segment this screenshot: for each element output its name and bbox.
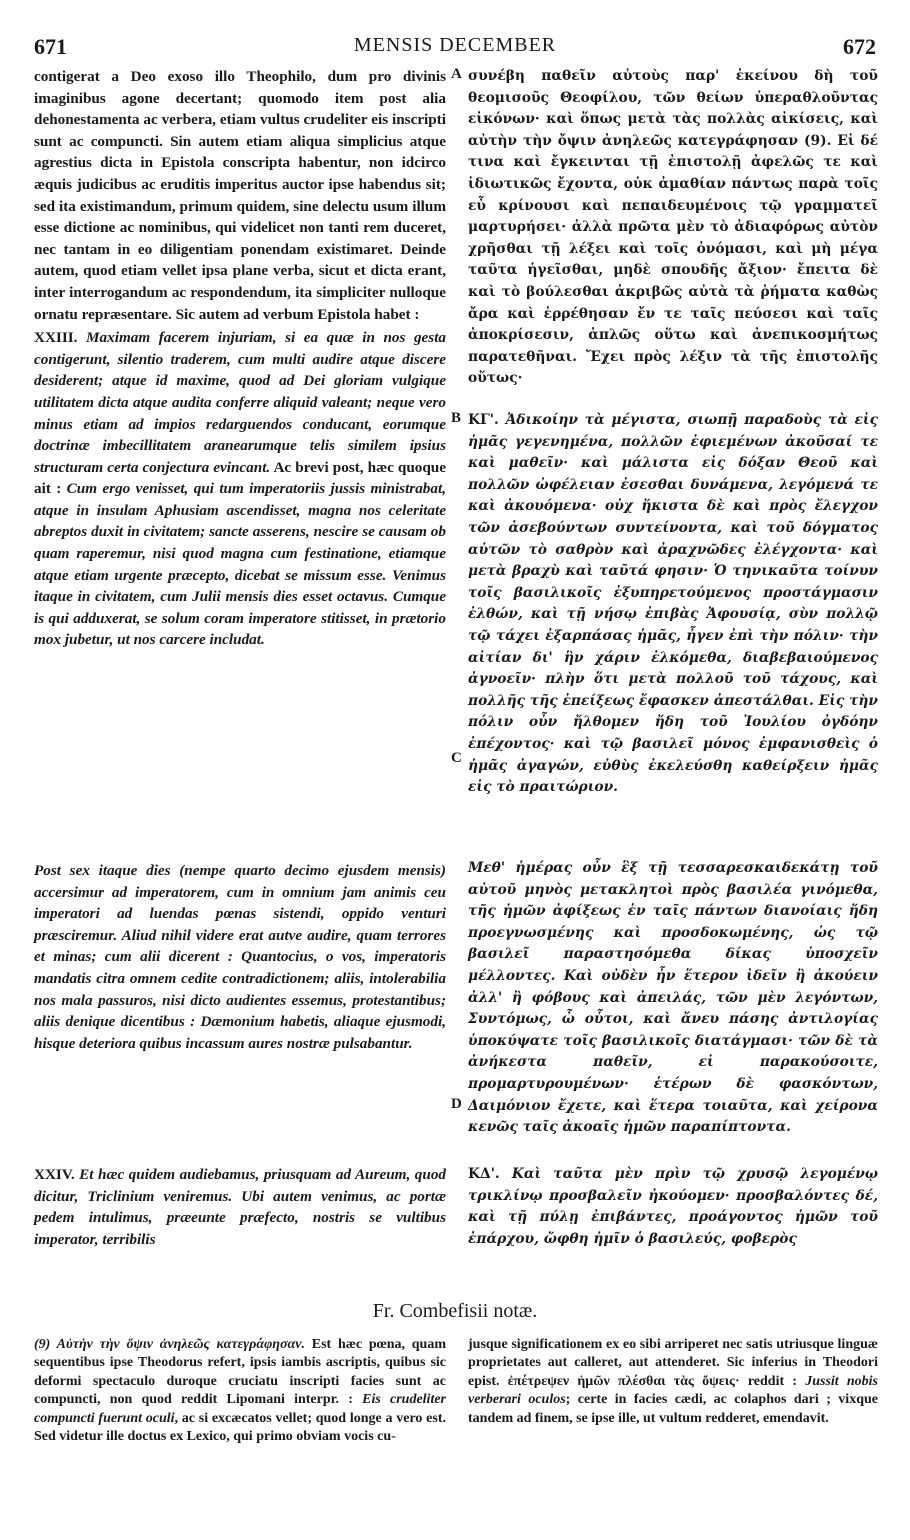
greek-paragraph-3: Μεθ' ἡμέρας οὖν ἓξ τῇ τεσσαρεσκαιδεκάτῃ τοῦ αὐτοῦ μηνὸς μετακλητοὶ πρὸς βασιλέα γινόμεθα, τῆς ἡμῶν ἀφίξεως ἐν ταῖς πάντων διανοίαις ἤδη προεγνωσμένης καὶ προσδοκωμένης, ὡς τῷ βασιλεῖ παραστησόμεθα δίκας ὑποσχεῖν μέλλοντες. Καὶ οὐδὲν ἦν ἕτερον ἰδεῖν ἢ ἀκούειν ἀλλ' ἢ φόβους καὶ ἀπειλάς, τῶν μὲν λεγόντων, Συντόμως, ὦ οὗτοι, καὶ ἄνευ πάσης ἀντιλογίας ὑποκύψατε τοῖς βασιλικοῖς διατάγμασι· τῶν δὲ τὰ ἀνήκεστα παθεῖν, εἰ παρακούσοιτε, προμαρτυρουμένων· ἑτέρων δὲ φασκόντων, Δαιμόνιον ἔχετε, καὶ ἕτερα τοιαῦτα, καὶ χείρονα κενῶς ταῖς ἀκοαῖς ἡμῶν παραπίπτοντα.: [468, 860, 878, 1136]
page-header: [34, 34, 876, 64]
margin-mark-d: D: [451, 1096, 462, 1112]
greek-paragraph-2-text: Ἀδικοίην τὰ μέγιστα, σιωπῇ παραδοὺς τὰ εἰς ἡμᾶς γεγενημένα, πολλῶν ἐφιεμένων ἀκοῦσαί τε καὶ μαθεῖν· καὶ μάλιστα εἰς δόξαν Θεοῦ καὶ πολλῶν ὠφέλειαν ἐσεσθαι δυνάμενα, λεγόμενά τε καὶ ἀκουόμενα· οὐχ ἥκιστα δὲ καὶ πρὸς ἔλεγχον τῶν ἀσεβούντων συντείνοντα, καὶ τοῦ δόγματος αὐτῶν τὸ σαθρὸν καὶ ἀραχνῶδες ἐλέγχοντα· καὶ μετὰ βραχὺ καὶ ταῦτά φησιν· Ὁ τηνικαῦτα τοίνυν τοῖς βασιλικοῖς ἐξυπηρετούμενος προστάγμασιν ἐλθών, καὶ τῇ νήσῳ ἐπιβὰς Ἀφουσίᾳ, σὺν πολλῷ τῷ τάχει ἐξαρπάσας ἡμᾶς, ἦγεν ἐπὶ τὴν πόλιν· τὴν αἰτίαν δι' ἣν χάριν ἐλκόμεθα, διαβεβαιούμενος ἀγνοεῖν· πλὴν ὅτι μετὰ πολλοῦ τοῦ τάχους, καὶ πολλῆς τῆς ἐπείξεως ἔφασκεν ἀπεστάλθαι. Εἰς τὴν πόλιν οὖν ἤλθομεν ἤδη τοῦ Ἰουλίου ὀγδόην ἐπέχοντος· καὶ τῷ βασιλεῖ μόνος ἐμφανισθεὶς ὁ ἡμᾶς ἀγαγών, εὐθὺς ἐκελεύσθη καθείρξειν ἡμᾶς εἰς τὸ πραιτώριον.: [468, 412, 878, 796]
latin-paragraph-3: Post sex itaque dies (nempe quarto decimo ejusdem mensis) accersimur ad imperatorem, cum in omnium jam animis ceu imperatori ad luendas pœnas sistendi, oppido venturi præsciremur. Aliud nihil videre erat autve audire, quam terrores et minas; cum alii dicerent : Quantocius, o vos, imperatoris mandatis citra omnem cedite contradictionem; aliis, intolerabilia nos mala passuros, nisi dicto audientes essemus, protestantibus; aliis denique dicentibus : Dæmonium habetis, aliaque ejusmodi, hisque deteriora quibus incassum aures nostræ pulsabantur.: [34, 862, 446, 1052]
note-9-tail: , ac si excæcatos vellet; quod longe a vero est. Sed videtur ille doctus ex Lexico, qui primo obviam vocis cu-: [34, 1410, 446, 1445]
note-column-right: [468, 1336, 878, 1428]
section-number-xxiv: XXIV.: [34, 1166, 75, 1183]
page-number-right: 672: [843, 34, 876, 59]
latin-paragraph-2-roman: Ac brevi post, hæc quoque ait :: [34, 458, 446, 498]
note-9-body: Est hæc pœna, quam sequentibus ipse Theodorus refert, ipsis iambis ascriptis, quibus sic deformi spectaculo duroque cruciatu inscripti facies sunt ac compuncti, non quod reddit Lipomani interpr. :: [34, 1337, 446, 1408]
note-column-left: [34, 1336, 446, 1446]
latin-paragraph-2-italic-2: Cum ergo venisset, qui tum imperatoriis jussis ministrabat, atque in insulam Aphusiam ascendisset, magna nos celeritate abreptos duxit in civitatem; sancte asserens, nescire se causam ob quam raperemur, nisi quod magna cum festinatione, etiamque atque etiam urgente præcepto, dicebat se missum esse. Venimus itaque in civitatem, cum Julii mensis dies esset octavus. Cumque is qui adduxerat, se solum coram imperatore stitisset, in prætorio mox jubetur, ut nos carcere includat.: [34, 480, 447, 649]
latin-paragraph-4: [34, 1164, 446, 1250]
greek-paragraph-4: [468, 1164, 878, 1250]
note-9-italic: Eis crudeliter compuncti fuerunt oculi: [34, 1392, 446, 1426]
margin-mark-b: B: [451, 410, 462, 426]
note-9-continued-italic: Jussit nobis verberari oculos: [468, 1373, 878, 1408]
note-9-heading: (9) Αὐτὴν τὴν ὄψιν ἀνηλεῶς κατεγράφησαν.: [34, 1337, 305, 1352]
running-title: MENSIS DECEMBER: [353, 34, 557, 56]
greek-column: [468, 66, 878, 390]
latin-paragraph-4-text: Et hæc quidem audiebamus, priusquam ad Aureum, quod dicitur, Triclinium veniremus. Ubi autem venimus, ac portæ pedem intulimus, præeunte præfecto, nostris se vultibus imperator, terribilis: [34, 1166, 447, 1248]
page-number-left: 671: [34, 34, 67, 59]
margin-mark-a: A: [451, 66, 462, 82]
margin-mark-c: C: [451, 750, 462, 766]
note-9-continued: jusque significationem ex eo sibi arriperet nec satis utriusque linguæ proprietates aut calleret, aut attenderet. Sic inferius in Theodori epist. ἐπέτρεψεν ἡμῶν πλέσθαι τὰς ὄψεις· reddit :: [468, 1337, 878, 1389]
section-number-xxiii: XXIII.: [34, 329, 78, 347]
latin-paragraph-2-italic: Maximam facerem injuriam, si ea quæ in nos gesta contigerunt, silentio traderem, cum multi audire atque discere desiderent; atque id maxime, quod ad Dei gloriam vulgique utilitatem dicta atque audita conferre aliquid valeant; neque vero minus etiam ad impios redarguendos conducant, eorumque doctrinæ imbecillitatem aranearumque telis similem ipsius structuram certa conjectura evincant.: [34, 329, 447, 476]
notes-title: Fr. Combefisii notæ.: [372, 1300, 538, 1322]
latin-paragraph-2: [34, 327, 446, 651]
greek-paragraph-4-text: Καὶ ταῦτα μὲν πρὶν τῷ χρυσῷ λεγομένῳ τρικλίνῳ προσβαλεῖν ἠκούομεν· προσβαλόντες δέ, καὶ τῇ πύλῃ ἐπιβάντες, προάγοντος ἡμῶν τοῦ ἐπάρχου, ὤφθη ἡμῖν ὁ βασιλεύς, φοβερὸς: [468, 1166, 878, 1247]
latin-column: [34, 66, 446, 651]
section-number-kg: ΚΓ'.: [468, 412, 499, 428]
note-9-continued-tail: ; certe in facies cædi, ac colaphos dari ; vixque tandem ad finem, se ipse ille, ut vultum redderet, emendavit.: [468, 1392, 878, 1426]
greek-paragraph-1: συνέβη παθεῖν αὐτοὺς παρ' ἐκείνου δὴ τοῦ θεομισοῦς Θεοφίλου, τῶν θείων ὑπεραθλοῦντας εἰκόνων· καὶ ὅπως μετὰ τὰς πολλὰς αἰκίσεις, καὶ αὐτὴν τὴν ὄψιν ἀνηλεῶς κατεγράφησαν (9). Εἰ δέ τινα καὶ ἔγκεινται τῇ ἐπιστολῇ ἀφελῶς τε καὶ ἰδιωτικῶς ἔχοντα, οὐκ ἀμαθίαν πάντως παρὰ τοῖς εὖ κρίνουσι καὶ πεπαιδευμένοις τῷ γραμματεῖ μαρτυρήσει· ἀλλὰ πρῶτα μὲν τὸ ἀδιαφόρως αὐτὸν χρῆσθαι τῇ λέξει καὶ τοῖς ὀνόμασι, καὶ μὴ μέγα ταῦτα ἡγεῖσθαι, μηδὲ σπουδῆς ἄξιον· ἔπειτα δὲ καὶ τὸ βούλεσθαι ἀκριβῶς αὐτὰ τὰ ῥήματα καθὼς ἄρα καὶ ἐρρέθησαν ἔν τε ταῖς πεύσεσι καὶ ταῖς ἀποκρίσεσιν, ἁπλῶς οὕτω καὶ ἀνεπικοσμήτως παρατεθῆναι. Ἔχει πρὸς λέξιν τὰ τῆς ἐπιστολῆς οὕτως·: [468, 68, 878, 387]
greek-paragraph-2: [468, 410, 878, 799]
section-number-kd: ΚΔ'.: [468, 1166, 500, 1182]
latin-paragraph-1: contigerat a Deo exoso illo Theophilo, dum pro divinis imaginibus agone decertant; quomodo item post alia dehonestamenta ac verbera, etiam vultus crudeliter eis inscripti sunt ac compuncti. Sin autem etiam aliqua simplicius atque agrestius dicta in Epistola conscripta habentur, non idcirco æquis judicibus ac eruditis imperitus auctor ipse habendus sit; sed ita existimandum, primum quidem, sine delectu usum illum esse dictione ac nominibus, qui videlicet non tanti rem duceret, nec tantam in eo diligentiam ponendam existimaret. Deinde autem, quod etiam vellet ipsa plane verba, sicut et dicta erant, inter interrogandum ac respondendum, ita simpliciter nulloque ornatu repræsentare. Sic autem ad verbum Epistola habet :: [34, 68, 446, 323]
